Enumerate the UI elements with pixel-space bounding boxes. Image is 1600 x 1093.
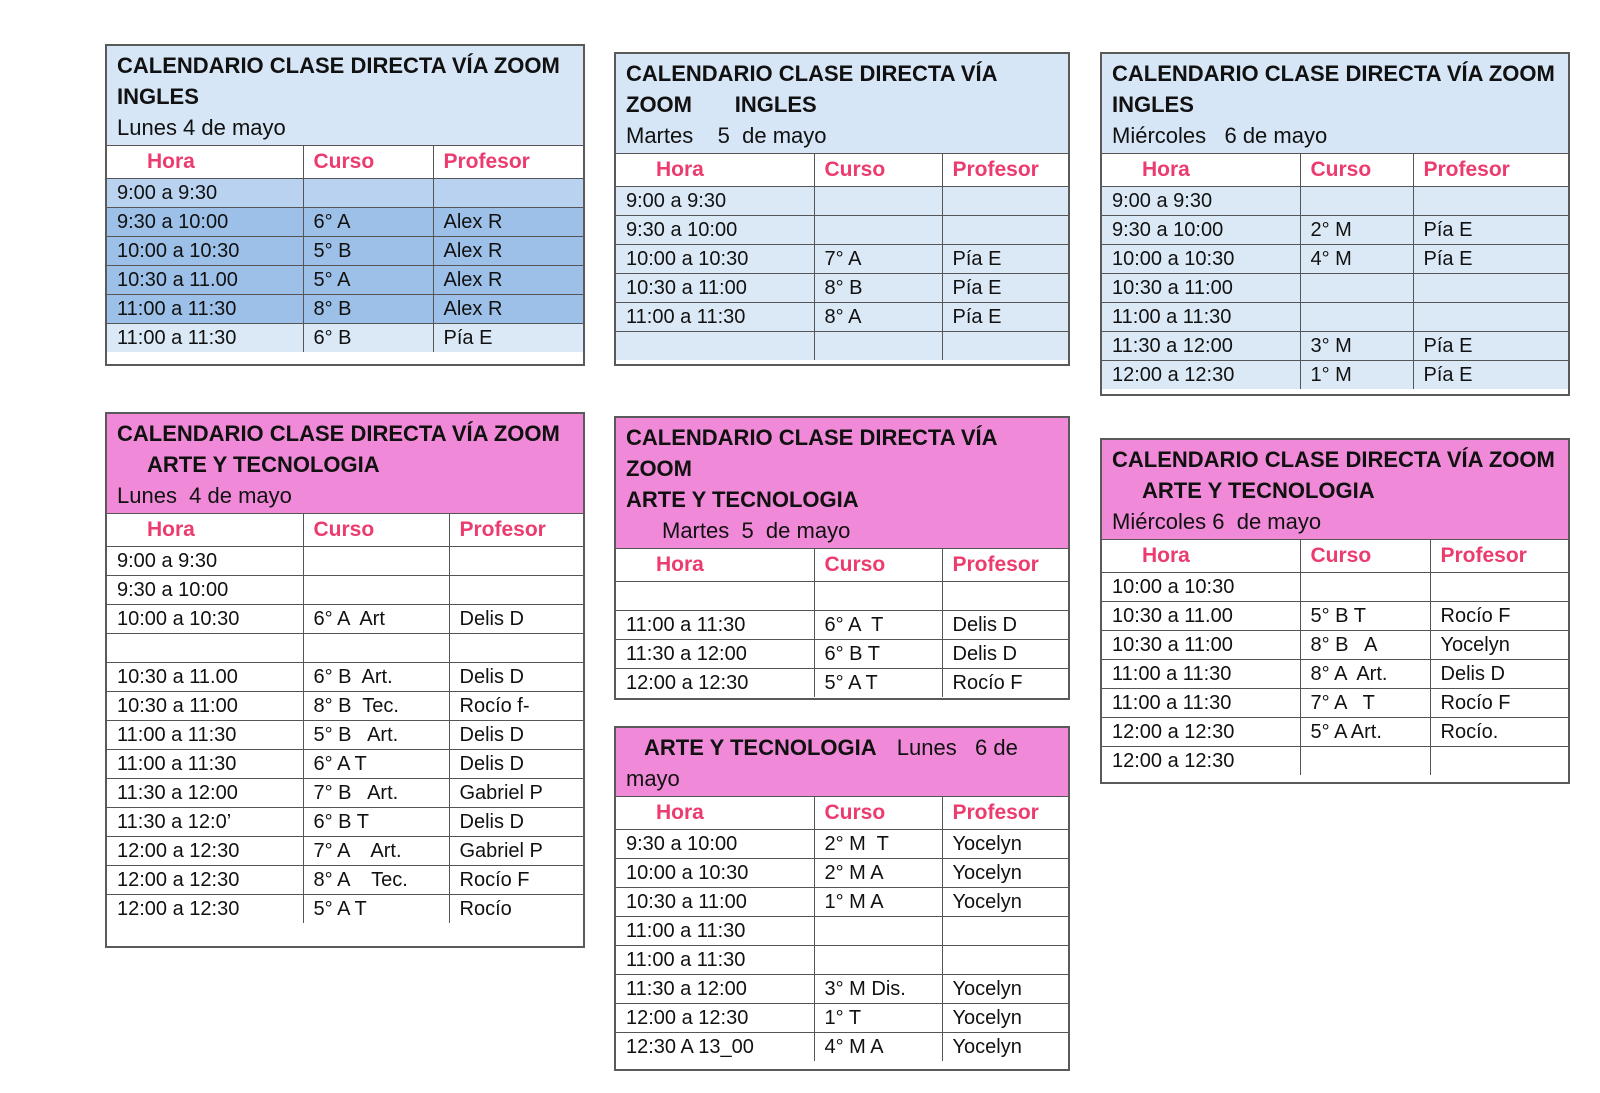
cell-hora: 11:00 a 11:30: [1102, 689, 1300, 718]
cell-curso: 8° B A: [1300, 631, 1430, 660]
cell-hora: [616, 332, 814, 361]
col-curso: Curso: [1300, 154, 1413, 187]
cell-hora: 11:00 a 11:30: [107, 750, 303, 779]
cell-profesor: Yocelyn: [942, 830, 1068, 859]
cell-profesor: Yocelyn: [942, 859, 1068, 888]
cell-curso: [303, 576, 449, 605]
card-header: [107, 414, 583, 514]
cell-hora: 10:30 a 11:00: [616, 888, 814, 917]
table-row: [1102, 245, 1568, 274]
col-hora: Hora: [1102, 154, 1300, 187]
cell-hora: 12:00 a 12:30: [1102, 361, 1300, 390]
card-subtitle: ZOOM INGLES: [626, 92, 817, 117]
table-row: [1102, 332, 1568, 361]
col-hora: Hora: [616, 154, 814, 187]
table-row: [107, 605, 583, 634]
schedule-table: [1102, 154, 1568, 389]
cell-hora: 9:30 a 10:00: [1102, 216, 1300, 245]
card-header: [1102, 54, 1568, 154]
cell-curso: 6° B T: [814, 640, 942, 669]
cell-curso: 8° A: [814, 303, 942, 332]
cell-profesor: Alex R: [433, 295, 583, 324]
card-date: Lunes 4 de mayo: [117, 483, 292, 508]
cell-profesor: [942, 946, 1068, 975]
cell-profesor: Rocío f-: [449, 692, 583, 721]
schedule-ingles-lunes: [105, 44, 585, 366]
cell-profesor: Rocío.: [1430, 718, 1568, 747]
table-row: [107, 750, 583, 779]
cell-hora: 12:00 a 12:30: [616, 669, 814, 698]
card-header: [1102, 440, 1568, 540]
cell-hora: 11:00 a 11:30: [616, 946, 814, 975]
card-title-2: ZOOM: [626, 456, 692, 481]
cell-profesor: Gabriel P: [449, 779, 583, 808]
cell-curso: [814, 216, 942, 245]
cell-profesor: Pía E: [942, 303, 1068, 332]
cell-profesor: [942, 332, 1068, 361]
cell-profesor: Yocelyn: [942, 888, 1068, 917]
col-hora: Hora: [616, 549, 814, 582]
cell-hora: 11:00 a 11:30: [107, 324, 303, 353]
table-row: [616, 669, 1068, 698]
cell-profesor: Delis D: [942, 611, 1068, 640]
cell-profesor: Delis D: [449, 808, 583, 837]
cell-curso: 2° M A: [814, 859, 942, 888]
cell-profesor: Delis D: [449, 663, 583, 692]
cell-curso: 4° M: [1300, 245, 1413, 274]
col-curso: Curso: [303, 146, 433, 179]
card-title: ARTE Y TECNOLOGIA: [644, 735, 877, 760]
card-header: [616, 418, 1068, 549]
cell-hora: 9:30 a 10:00: [107, 576, 303, 605]
table-row: [107, 208, 583, 237]
cell-hora: 9:00 a 9:30: [107, 179, 303, 208]
cell-hora: 11:00 a 11:30: [107, 721, 303, 750]
table-row: [1102, 573, 1568, 602]
cell-hora: 12:00 a 12:30: [616, 1004, 814, 1033]
cell-curso: [303, 547, 449, 576]
cell-curso: 8° B: [814, 274, 942, 303]
cell-curso: [814, 917, 942, 946]
table-row: [616, 640, 1068, 669]
cell-curso: [303, 179, 433, 208]
cell-hora: 12:00 a 12:30: [107, 866, 303, 895]
table-row: [107, 295, 583, 324]
cell-profesor: [942, 582, 1068, 611]
table-row: [616, 245, 1068, 274]
card-date: Miércoles 6 de mayo: [1112, 123, 1328, 148]
schedule-table: [616, 549, 1068, 697]
table-row: [1102, 216, 1568, 245]
cell-hora: 10:00 a 10:30: [616, 859, 814, 888]
cell-profesor: Pía E: [1413, 332, 1568, 361]
cell-hora: 10:30 a 11.00: [107, 266, 303, 295]
cell-curso: 3° M: [1300, 332, 1413, 361]
table-row: [616, 303, 1068, 332]
cell-profesor: Gabriel P: [449, 837, 583, 866]
cell-profesor: Delis D: [1430, 660, 1568, 689]
table-row: [107, 837, 583, 866]
cell-hora: [616, 582, 814, 611]
cell-profesor: Yocelyn: [942, 1033, 1068, 1062]
table-row: [616, 274, 1068, 303]
cell-curso: 6° B T: [303, 808, 449, 837]
schedule-arte-martes: [614, 416, 1070, 700]
cell-hora: 11:00 a 11:30: [107, 295, 303, 324]
cell-hora: 11:00 a 11:30: [616, 303, 814, 332]
cell-curso: 6° B Art.: [303, 663, 449, 692]
schedule-table: [107, 146, 583, 352]
cell-curso: [303, 634, 449, 663]
card-subtitle: ARTE Y TECNOLOGIA: [626, 487, 859, 512]
card-header: [616, 728, 1068, 797]
table-row: [1102, 303, 1568, 332]
table-row: [1102, 660, 1568, 689]
table-row: [616, 830, 1068, 859]
schedule-arte-lunes-6: [614, 726, 1070, 1071]
cell-hora: 12:00 a 12:30: [107, 895, 303, 924]
col-profesor: Profesor: [942, 549, 1068, 582]
schedule-table: [616, 154, 1068, 360]
cell-curso: 8° B Tec.: [303, 692, 449, 721]
cell-hora: 9:00 a 9:30: [1102, 187, 1300, 216]
cell-profesor: Pía E: [433, 324, 583, 353]
cell-profesor: Yocelyn: [942, 1004, 1068, 1033]
cell-profesor: [449, 576, 583, 605]
cell-profesor: [1430, 747, 1568, 776]
cell-hora: 10:30 a 11:00: [1102, 274, 1300, 303]
card-subtitle: INGLES: [1112, 92, 1194, 117]
col-hora: Hora: [107, 514, 303, 547]
cell-curso: [814, 946, 942, 975]
cell-profesor: Rocío: [449, 895, 583, 924]
table-row: [107, 634, 583, 663]
cell-profesor: [1413, 187, 1568, 216]
cell-hora: 10:30 a 11.00: [1102, 602, 1300, 631]
cell-hora: 11:30 a 12:00: [616, 640, 814, 669]
table-row: [1102, 602, 1568, 631]
table-row: [107, 779, 583, 808]
cell-curso: 6° A T: [303, 750, 449, 779]
table-row: [1102, 689, 1568, 718]
cell-profesor: Rocío F: [942, 669, 1068, 698]
cell-curso: 5° A T: [814, 669, 942, 698]
card-date: Lunes 4 de mayo: [117, 115, 286, 140]
cell-curso: 7° A Art.: [303, 837, 449, 866]
col-hora: Hora: [107, 146, 303, 179]
cell-profesor: Rocío F: [449, 866, 583, 895]
cell-profesor: Yocelyn: [942, 975, 1068, 1004]
cell-hora: 12:30 A 13_00: [616, 1033, 814, 1062]
table-row: [1102, 187, 1568, 216]
cell-hora: 12:00 a 12:30: [1102, 718, 1300, 747]
cell-profesor: Pía E: [942, 274, 1068, 303]
table-row: [107, 547, 583, 576]
cell-curso: [1300, 303, 1413, 332]
table-row: [1102, 747, 1568, 776]
card-date: mayo: [626, 766, 680, 791]
table-row: [616, 888, 1068, 917]
card-header: [616, 54, 1068, 154]
cell-profesor: [449, 547, 583, 576]
cell-profesor: Rocío F: [1430, 689, 1568, 718]
card-date-inline: Lunes 6 de: [896, 735, 1018, 760]
cell-curso: 7° A T: [1300, 689, 1430, 718]
table-row: [616, 216, 1068, 245]
cell-curso: 6° B: [303, 324, 433, 353]
cell-curso: 5° A T: [303, 895, 449, 924]
table-row: [616, 332, 1068, 361]
schedule-arte-miercoles: [1100, 438, 1570, 784]
card-title: CALENDARIO CLASE DIRECTA VÍA ZOOM: [1112, 61, 1555, 86]
cell-curso: [814, 187, 942, 216]
cell-hora: 11:30 a 12:00: [1102, 332, 1300, 361]
cell-profesor: Alex R: [433, 208, 583, 237]
cell-hora: 12:00 a 12:30: [107, 837, 303, 866]
card-title: CALENDARIO CLASE DIRECTA VÍA ZOOM: [1112, 447, 1555, 472]
cell-curso: 5° A Art.: [1300, 718, 1430, 747]
card-title: CALENDARIO CLASE DIRECTA VÍA ZOOM: [117, 421, 560, 446]
cell-hora: 10:00 a 10:30: [1102, 573, 1300, 602]
schedule-table: [107, 514, 583, 923]
cell-curso: 8° B: [303, 295, 433, 324]
table-row: [1102, 274, 1568, 303]
schedule-table: [616, 797, 1068, 1061]
table-row: [616, 1004, 1068, 1033]
col-curso: Curso: [814, 154, 942, 187]
cell-hora: 11:00 a 11:30: [616, 611, 814, 640]
cell-curso: 5° B Art.: [303, 721, 449, 750]
cell-curso: 7° B Art.: [303, 779, 449, 808]
cell-hora: 10:30 a 11:00: [1102, 631, 1300, 660]
cell-hora: 11:30 a 12:00: [107, 779, 303, 808]
cell-profesor: Delis D: [449, 605, 583, 634]
cell-profesor: Pía E: [1413, 361, 1568, 390]
card-title: CALENDARIO CLASE DIRECTA VÍA: [626, 61, 998, 86]
cell-curso: 5° B: [303, 237, 433, 266]
cell-hora: 11:30 a 12:0’: [107, 808, 303, 837]
cell-profesor: Yocelyn: [1430, 631, 1568, 660]
table-row: [1102, 361, 1568, 390]
cell-curso: [1300, 274, 1413, 303]
cell-curso: 4° M A: [814, 1033, 942, 1062]
cell-profesor: Delis D: [449, 721, 583, 750]
cell-hora: 10:00 a 10:30: [1102, 245, 1300, 274]
cell-profesor: Delis D: [449, 750, 583, 779]
cell-curso: [1300, 573, 1430, 602]
cell-curso: 6° A: [303, 208, 433, 237]
col-curso: Curso: [814, 549, 942, 582]
cell-hora: 9:30 a 10:00: [616, 830, 814, 859]
card-date: Martes 5 de mayo: [626, 123, 827, 148]
cell-hora: 12:00 a 12:30: [1102, 747, 1300, 776]
cell-hora: 10:30 a 11.00: [107, 663, 303, 692]
col-curso: Curso: [303, 514, 449, 547]
cell-profesor: [1430, 573, 1568, 602]
cell-profesor: Alex R: [433, 266, 583, 295]
cell-curso: 6° A Art: [303, 605, 449, 634]
card-title: CALENDARIO CLASE DIRECTA VÍA: [626, 425, 998, 450]
cell-hora: 10:30 a 11:00: [616, 274, 814, 303]
col-hora: Hora: [616, 797, 814, 830]
col-hora: Hora: [1102, 540, 1300, 573]
cell-curso: 2° M: [1300, 216, 1413, 245]
cell-curso: 1° M A: [814, 888, 942, 917]
cell-hora: 9:30 a 10:00: [616, 216, 814, 245]
cell-curso: 8° A Tec.: [303, 866, 449, 895]
cell-curso: [814, 582, 942, 611]
card-subtitle: INGLES: [117, 84, 199, 109]
cell-curso: 1° T: [814, 1004, 942, 1033]
cell-profesor: Alex R: [433, 237, 583, 266]
col-profesor: Profesor: [942, 797, 1068, 830]
table-row: [1102, 631, 1568, 660]
col-curso: Curso: [1300, 540, 1430, 573]
table-row: [107, 179, 583, 208]
cell-profesor: [942, 917, 1068, 946]
col-profesor: Profesor: [449, 514, 583, 547]
table-row: [616, 975, 1068, 1004]
table-row: [616, 582, 1068, 611]
table-row: [107, 266, 583, 295]
cell-hora: 11:00 a 11:30: [616, 917, 814, 946]
table-row: [107, 692, 583, 721]
table-row: [616, 859, 1068, 888]
cell-profesor: Delis D: [942, 640, 1068, 669]
table-row: [107, 324, 583, 353]
cell-curso: 6° A T: [814, 611, 942, 640]
schedule-ingles-miercoles: [1100, 52, 1570, 396]
cell-curso: 3° M Dis.: [814, 975, 942, 1004]
cell-curso: [1300, 187, 1413, 216]
cell-curso: [1300, 747, 1430, 776]
card-date: Martes 5 de mayo: [662, 518, 851, 543]
cell-hora: 10:00 a 10:30: [107, 605, 303, 634]
cell-curso: 5° A: [303, 266, 433, 295]
col-profesor: Profesor: [1413, 154, 1568, 187]
cell-profesor: [1413, 274, 1568, 303]
cell-hora: 9:00 a 9:30: [107, 547, 303, 576]
cell-profesor: [449, 634, 583, 663]
schedule-table: [1102, 540, 1568, 775]
table-row: [616, 611, 1068, 640]
cell-curso: 1° M: [1300, 361, 1413, 390]
col-profesor: Profesor: [1430, 540, 1568, 573]
cell-curso: 5° B T: [1300, 602, 1430, 631]
cell-hora: 11:30 a 12:00: [616, 975, 814, 1004]
cell-hora: 9:30 a 10:00: [107, 208, 303, 237]
cell-hora: 9:00 a 9:30: [616, 187, 814, 216]
cell-hora: 11:00 a 11:30: [1102, 660, 1300, 689]
cell-hora: 11:00 a 11:30: [1102, 303, 1300, 332]
cell-profesor: [942, 216, 1068, 245]
cell-profesor: Pía E: [1413, 245, 1568, 274]
cell-hora: 10:30 a 11:00: [107, 692, 303, 721]
cell-profesor: Rocío F: [1430, 602, 1568, 631]
table-row: [107, 808, 583, 837]
table-row: [107, 663, 583, 692]
cell-profesor: [433, 179, 583, 208]
cell-curso: [814, 332, 942, 361]
schedule-arte-lunes: [105, 412, 585, 948]
cell-profesor: Pía E: [942, 245, 1068, 274]
table-row: [616, 946, 1068, 975]
cell-hora: 10:00 a 10:30: [107, 237, 303, 266]
table-row: [616, 1033, 1068, 1062]
cell-profesor: Pía E: [1413, 216, 1568, 245]
col-profesor: Profesor: [433, 146, 583, 179]
table-row: [107, 576, 583, 605]
cell-curso: 2° M T: [814, 830, 942, 859]
card-date: Miércoles 6 de mayo: [1112, 509, 1322, 534]
col-profesor: Profesor: [942, 154, 1068, 187]
table-row: [107, 721, 583, 750]
card-subtitle: ARTE Y TECNOLOGIA: [147, 452, 380, 477]
table-row: [616, 187, 1068, 216]
cell-profesor: [942, 187, 1068, 216]
card-title: CALENDARIO CLASE DIRECTA VÍA ZOOM: [117, 53, 560, 78]
cell-hora: [107, 634, 303, 663]
schedule-ingles-martes: [614, 52, 1070, 366]
card-subtitle: ARTE Y TECNOLOGIA: [1142, 478, 1375, 503]
table-row: [107, 866, 583, 895]
table-row: [107, 237, 583, 266]
cell-hora: 10:00 a 10:30: [616, 245, 814, 274]
cell-profesor: [1413, 303, 1568, 332]
col-curso: Curso: [814, 797, 942, 830]
table-row: [616, 917, 1068, 946]
table-row: [107, 895, 583, 924]
card-header: [107, 46, 583, 146]
cell-curso: 8° A Art.: [1300, 660, 1430, 689]
cell-curso: 7° A: [814, 245, 942, 274]
table-row: [1102, 718, 1568, 747]
